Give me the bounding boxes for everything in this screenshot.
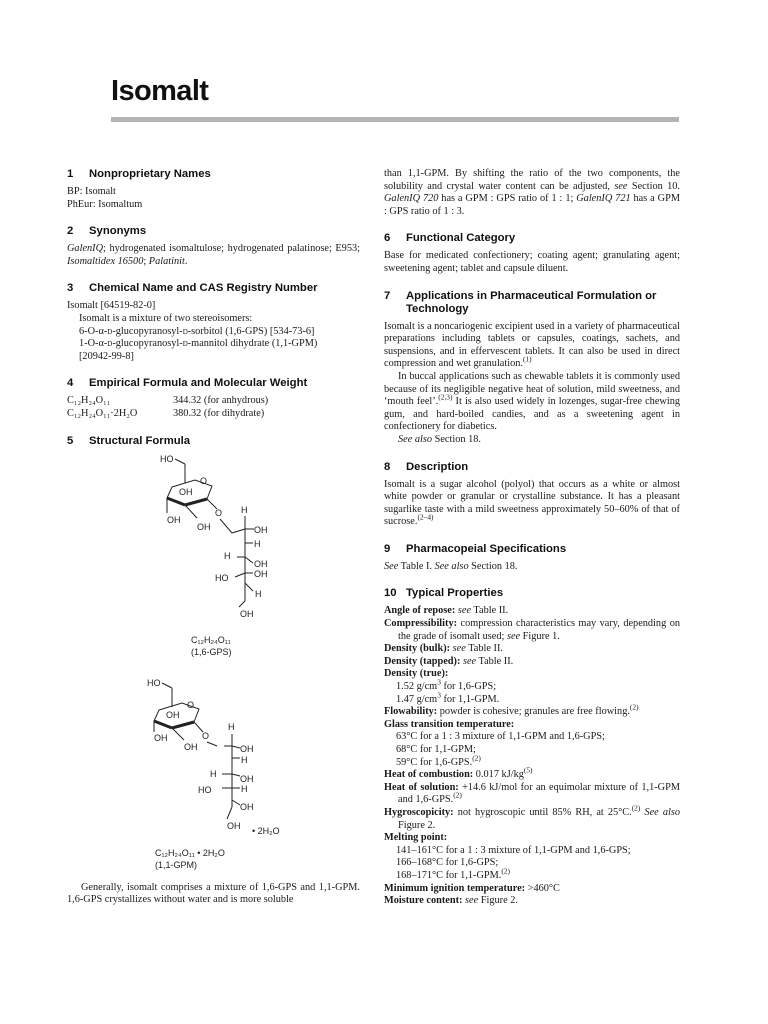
section-heading: 6 Functional Category [384, 232, 516, 245]
structural-formula-text: Generally, isomalt comprises a mixture of 1,6-GPS and 1,1-GPM. 1,6-GPS crystallizes without water and is more soluble [67, 881, 360, 906]
prop-mp-mixture: 141–161°C for a 1 : 3 mixture of 1,1-GPM and 1,6-GPS; [396, 844, 631, 856]
prop-density-true-gps: 1.52 $g/cm^3$ for 1,6-GPS; [396, 677, 497, 693]
section-applications [384, 290, 680, 447]
title-rule [111, 117, 679, 122]
svg-text:OH: OH [254, 568, 268, 579]
svg-text:OH: OH [240, 801, 254, 812]
svg-text:H: H [255, 588, 262, 599]
prop-density-true: Density (true): [384, 668, 449, 680]
svg-text:OH: OH [179, 486, 193, 497]
structure-11-gpm [67, 672, 360, 872]
prop-flowability: Flowability: powder is cohesive; granules are free flowing.$^{(2)}$ [384, 702, 639, 718]
section-functional-category [384, 232, 680, 275]
section-empirical-formula [67, 377, 360, 420]
prop-gt-mixture: 63°C for a 1 : 3 mixture of 1,1-GPM and 1,6-GPS; [396, 731, 605, 743]
svg-text:H: H [254, 538, 261, 549]
svg-text:H: H [224, 550, 231, 561]
structural-formula-cont: than 1,1-GPM. By shifting the ratio of the two components, the solubility and crystal water content can be adjusted, see Section 10. GalenIQ 720 has a GPM : GPS ratio of 1 : 1; GalenIQ 721 has a GPM : GPS ratio of 1 : 3. [384, 168, 680, 217]
section-typical-properties [384, 587, 680, 907]
section-heading: 4 Empirical Formula and Molecular Weight [67, 377, 308, 390]
page-title: Isomalt [111, 75, 209, 107]
section-chemical-name [67, 282, 360, 363]
functional-category-text: Base for medicated confectionery; coating agent; granulating agent; sweetening agent; tablet and capsule diluent. [384, 250, 680, 274]
svg-text:HO: HO [198, 784, 212, 795]
svg-text:OH: OH [166, 709, 180, 720]
formula-row-anhydrous: C₁₂H₂₄O₁₁ 344.32 (for anhydrous) [67, 395, 269, 407]
section-heading: 1 Nonproprietary Names [67, 168, 211, 180]
svg-text:OH: OH [167, 514, 181, 525]
cas-number: Isomalt [64519-82-0] [67, 300, 156, 312]
applications-p2: In buccal applications such as chewable tablets it is commonly used because of its negligible negative heat of solution, mild sweetness, and ‘mouth feel’.$^{(2,3)}$ It is also used widely in lozenges, sugar-free chewing gum, and hard-boiled candies, and as a sweetening agent in confectionery for diabetics. [384, 370, 680, 433]
prop-gt-gpm: 68°C for 1,1-GPM; [396, 744, 476, 755]
prop-compressibility: Compressibility: compression characteristics may vary, depending on the grade of isomalt used; see Figure 1. [384, 618, 680, 642]
svg-text:OH: OH [240, 743, 254, 754]
svg-text:H: H [210, 768, 217, 779]
svg-text:OH: OH [240, 608, 254, 619]
applications-p3: See also Section 18. [398, 433, 481, 445]
prop-mp-gpm: 168–171°C for 1,1-GPM.$^{(2)}$ [396, 866, 510, 881]
svg-text:H: H [241, 504, 248, 515]
section-nonproprietary-names [67, 168, 360, 211]
svg-text:(1,6-GPS): (1,6-GPS) [191, 646, 232, 657]
svg-text:OH: OH [254, 558, 268, 569]
prop-heat-of-solution: Heat of solution: +14.6 kJ/mol for an equimolar mixture of 1,1-GPM and 1,6-GPS.$^{(2)}$ [384, 781, 680, 806]
svg-text:(1,1-GPM): (1,1-GPM) [155, 859, 198, 870]
svg-text:OH: OH [184, 741, 198, 752]
prop-density-tapped: Density (tapped): see Table II. [384, 655, 514, 667]
svg-text:OH: OH [227, 820, 241, 831]
bp-name: BP: Isomalt [67, 186, 116, 197]
section-heading: 9 Pharmacopeial Specifications [384, 542, 567, 555]
prop-melting-point: Melting point: [384, 832, 448, 844]
svg-text:O: O [187, 699, 195, 710]
section-description [384, 461, 680, 529]
prop-glass-transition: Glass transition temperature: [384, 718, 515, 730]
chem-name-gpm: 1-O-α-d-glucopyranosyl-d-mannitol dihydrate (1,1-GPM) [79, 338, 318, 350]
left-column [67, 168, 360, 907]
right-column [384, 168, 680, 908]
formula-row-dihydrate: C₁₂H₂₄O₁₁·2H₂O 380.32 (for dihydrate) [67, 407, 265, 419]
chem-name-intro: Isomalt is a mixture of two stereoisomers: [79, 312, 253, 324]
section-heading: 10 Typical Properties [384, 587, 504, 600]
svg-text:HO: HO [160, 453, 174, 464]
description-text: Isomalt is a sugar alcohol (polyol) that occurs as a white or almost white powder or granular or crystalline substance. It has a pleasant sugarlike taste with a mild sweetness approximately 50–60% of that of sucrose.$^{(2-4)}$ [384, 478, 680, 528]
pheur-name: PhEur: Isomaltum [67, 198, 143, 210]
prop-min-ignition: Minimum ignition temperature: >460°C [384, 882, 560, 894]
svg-text:O: O [202, 730, 210, 741]
section-synonyms [67, 225, 360, 268]
prop-heat-of-combustion: Heat of combustion: 0.017 $kJ/kg^{(5)}$ [384, 765, 533, 781]
svg-text:HO: HO [215, 572, 229, 583]
prop-moisture-content: Moisture content: see Figure 2. [384, 895, 518, 907]
section-heading: 8 Description [384, 460, 469, 473]
pharmacopeial-text: See Table I. See also Section 18. [384, 560, 518, 572]
svg-text:OH: OH [254, 524, 268, 535]
svg-text:H: H [241, 783, 248, 794]
chem-name-gps: 6-O-α-d-glucopyranosyl-d-sorbitol (1,6-GPS) [534-73-6] [79, 325, 315, 337]
svg-text:C₁₂H₂₄O₁₁: C₁₂H₂₄O₁₁ [191, 634, 231, 645]
section-pharmacopeial-specs [384, 543, 680, 574]
section-structural-formula [67, 435, 360, 907]
svg-text:H: H [228, 721, 235, 732]
applications-p1: Isomalt is a noncariogenic excipient used in a variety of pharmaceutical preparations including tablets or capsules, coatings, sachets, and suspensions, and in effervescent tablets. It can also be used in direct compression and wet granulation.$^{(1)}$ [384, 320, 680, 370]
prop-gt-gps: 59°C for 1,6-GPS.$^{(2)}$ [396, 753, 481, 768]
svg-text:OH: OH [154, 732, 168, 743]
section-heading: 2 Synonyms [67, 225, 147, 238]
svg-text:H: H [241, 754, 248, 765]
prop-density-bulk: Density (bulk): see Table II. [384, 643, 503, 655]
prop-mp-gps: 166–168°C for 1,6-GPS; [396, 857, 499, 869]
synonyms-text: GalenIQ; hydrogenated isomaltulose; hydrogenated palatinose; E953; Isomaltidex 16500; Palatinit. [67, 243, 360, 267]
prop-angle-of-repose: Angle of repose: see Table II. [384, 605, 509, 617]
cas-gpm: [20942-99-8] [79, 350, 134, 362]
section-heading: 3 Chemical Name and CAS Registry Number [67, 282, 318, 295]
svg-text:OH: OH [240, 773, 254, 784]
section-heading: 5 Structural Formula [67, 434, 191, 447]
svg-text:C₁₂H₂₄O₁₁ • 2H₂O: C₁₂H₂₄O₁₁ • 2H₂O [155, 847, 225, 858]
structure-16-gps [67, 453, 360, 658]
section-heading: 7 Applications in Pharmaceutical Formulation or Technology [384, 289, 657, 315]
svg-text:O: O [215, 507, 223, 518]
svg-text:HO: HO [147, 677, 161, 688]
section-structural-formula-cont [384, 168, 680, 218]
prop-density-true-gpm: 1.47 $g/cm^3$ for 1,1-GPM. [396, 690, 500, 705]
prop-hygroscopicity: Hygroscopicity: not hygroscopic until 85% RH, at 25°C.$^{(2)}$ See also Figure 2. [384, 803, 680, 831]
svg-text:O: O [200, 475, 208, 486]
svg-text:• 2H₂O: • 2H₂O [252, 825, 280, 836]
svg-text:OH: OH [197, 521, 211, 532]
